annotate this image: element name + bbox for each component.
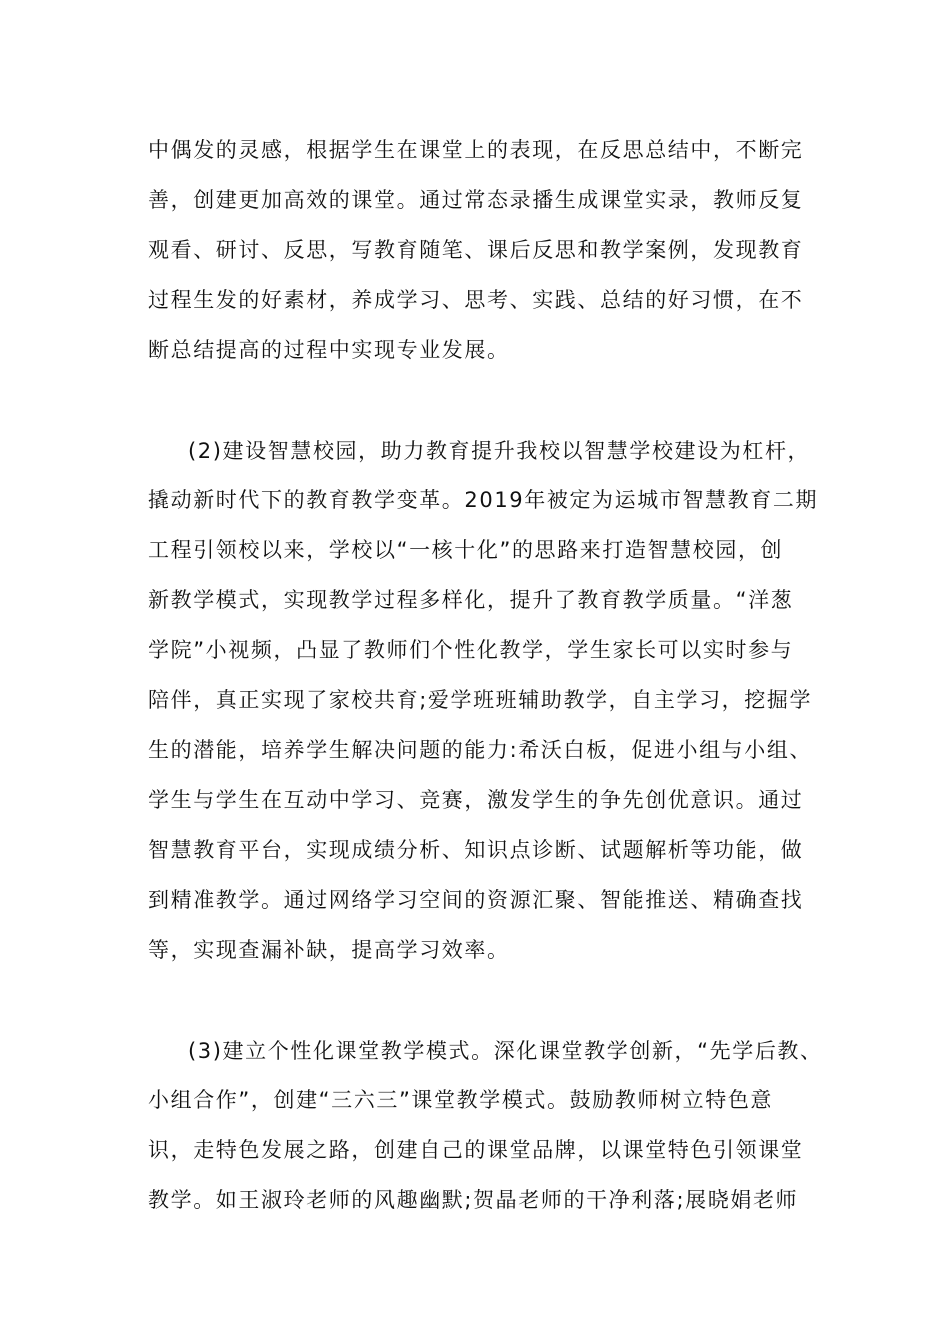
paragraph-2-line-6: 陪伴，真正实现了家校共育;爱学班班辅助教学，自主学习，挖掘学 [148, 688, 813, 712]
paragraph-2-line-10: 到精准教学。通过网络学习空间的资源汇聚、智能推送、精确查找 [148, 888, 804, 912]
paragraph-2-line-11: 等，实现查漏补缺，提高学习效率。 [148, 938, 510, 962]
paragraph-2-line-9: 智慧教育平台，实现成绩分析、知识点诊断、试题解析等功能，做 [148, 838, 804, 862]
paragraph-1-line-1: 中偶发的灵感，根据学生在课堂上的表现，在反思总结中，不断完 [148, 138, 804, 162]
paragraph-1-line-5: 断总结提高的过程中实现专业发展。 [148, 338, 510, 362]
paragraph-2-line-4: 新教学模式，实现教学过程多样化，提升了教育教学质量。“洋葱 [148, 588, 794, 612]
paragraph-1-line-2: 善，创建更加高效的课堂。通过常态录播生成课堂实录，教师反复 [148, 188, 804, 212]
paragraph-2-line-5: 学院”小视频，凸显了教师们个性化教学，学生家长可以实时参与 [148, 638, 794, 662]
paragraph-3-line-2: 小组合作”，创建“三六三”课堂教学模式。鼓励教师树立特色意 [148, 1088, 774, 1112]
paragraph-3-line-1: (3)建立个性化课堂教学模式。深化课堂教学创新，“先学后教、 [188, 1039, 823, 1063]
paragraph-1-line-3: 观看、研讨、反思，写教育随笔、课后反思和教学案例，发现教育 [148, 238, 804, 262]
paragraph-3-line-3: 识，走特色发展之路，创建自己的课堂品牌，以课堂特色引领课堂 [148, 1138, 804, 1162]
paragraph-2-line-7: 生的潜能，培养学生解决问题的能力:希沃白板，促进小组与小组、 [148, 738, 813, 762]
paragraph-1-line-4: 过程生发的好素材，养成学习、思考、实践、总结的好习惯，在不 [148, 288, 804, 312]
paragraph-2-line-8: 学生与学生在互动中学习、竞赛，激发学生的争先创优意识。通过 [148, 788, 804, 812]
paragraph-2-line-3: 工程引领校以来，学校以“一核十化”的思路来打造智慧校园，创 [148, 538, 784, 562]
paragraph-2-line-1: (2)建设智慧校园，助力教育提升我校以智慧学校建设为杠杆， [188, 439, 811, 463]
paragraph-3-line-4: 教学。如王淑玲老师的风趣幽默;贺晶老师的干净利落;展晓娟老师 [148, 1188, 799, 1212]
paragraph-2-line-2: 撬动新时代下的教育教学变革。2019年被定为运城市智慧教育二期 [148, 488, 819, 512]
